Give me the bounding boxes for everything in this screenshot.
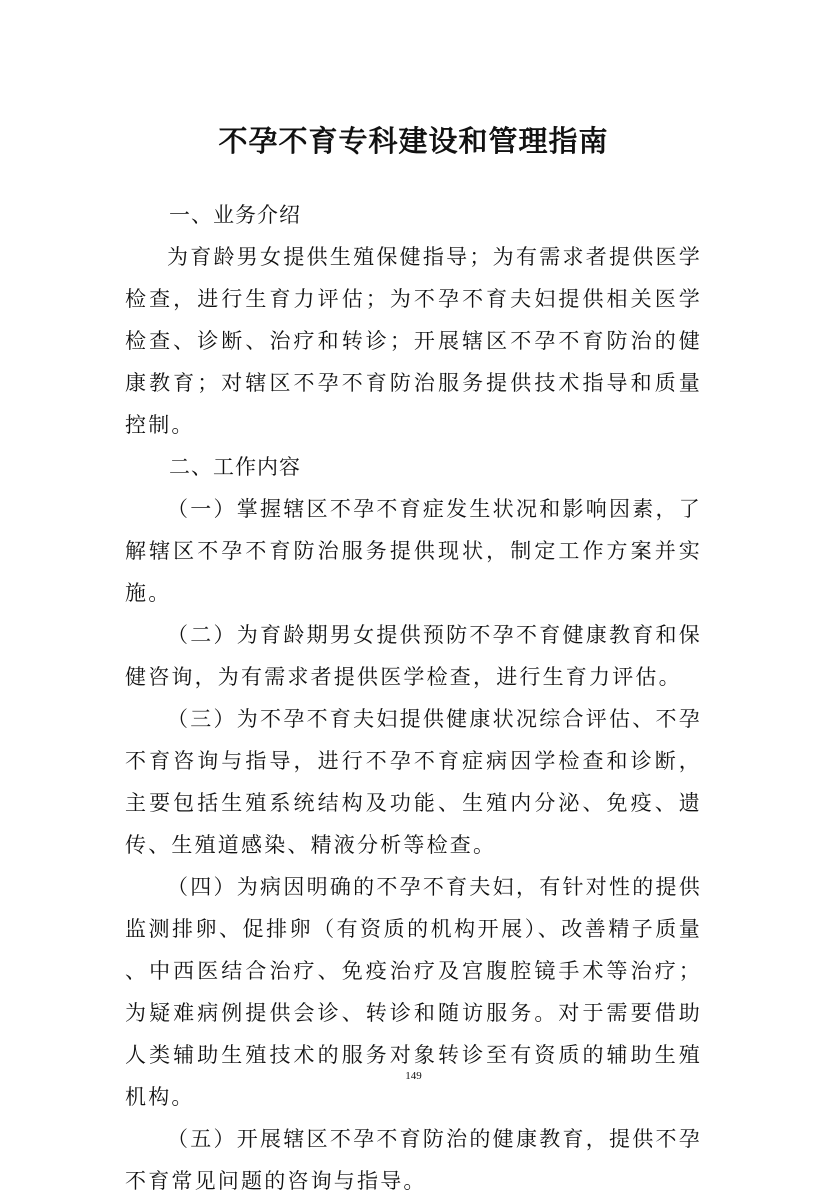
section-heading-business-intro: 一、业务介绍 bbox=[169, 203, 301, 227]
document-body bbox=[125, 194, 702, 1202]
section-heading-work-content: 二、工作内容 bbox=[169, 455, 301, 479]
paragraph-work-item-4: （四）为病因明确的不孕不育夫妇，有针对性的提供监测排卵、促排卵（有资质的机构开展）、改善精子质量、中西医结合治疗、免疫治疗及宫腹腔镜手术等治疗；为疑难病例提供会诊、转诊和随访服务。对于需要借助人类辅助生殖技术的服务对象转诊至有资质的辅助生殖机构。 bbox=[125, 875, 702, 1109]
paragraph-work-item-3: （三）为不孕不育夫妇提供健康状况综合评估、不孕不育咨询与指导，进行不孕不育症病因学检查和诊断，主要包括生殖系统结构及功能、生殖内分泌、免疫、遗传、生殖道感染、精液分析等检查。 bbox=[125, 707, 702, 857]
paragraph-work-item-5: （五）开展辖区不孕不育防治的健康教育，提供不孕不育常见问题的咨询与指导。 bbox=[125, 1127, 702, 1193]
paragraph-work-item-1: （一）掌握辖区不孕不育症发生状况和影响因素，了解辖区不孕不育防治服务提供现状，制定工作方案并实施。 bbox=[125, 497, 702, 605]
paragraph-work-item-2: （二）为育龄期男女提供预防不孕不育健康教育和保健咨询，为有需求者提供医学检查，进行生育力评估。 bbox=[125, 623, 702, 689]
page-number: 149 bbox=[405, 1070, 422, 1082]
paragraph-business-intro: 为育龄男女提供生殖保健指导；为有需求者提供医学检查，进行生育力评估；为不孕不育夫妇提供相关医学检查、诊断、治疗和转诊；开展辖区不孕不育防治的健康教育；对辖区不孕不育防治服务提供技术指导和质量控制。 bbox=[125, 245, 702, 437]
document-title: 不孕不育专科建设和管理指南 bbox=[218, 124, 609, 159]
